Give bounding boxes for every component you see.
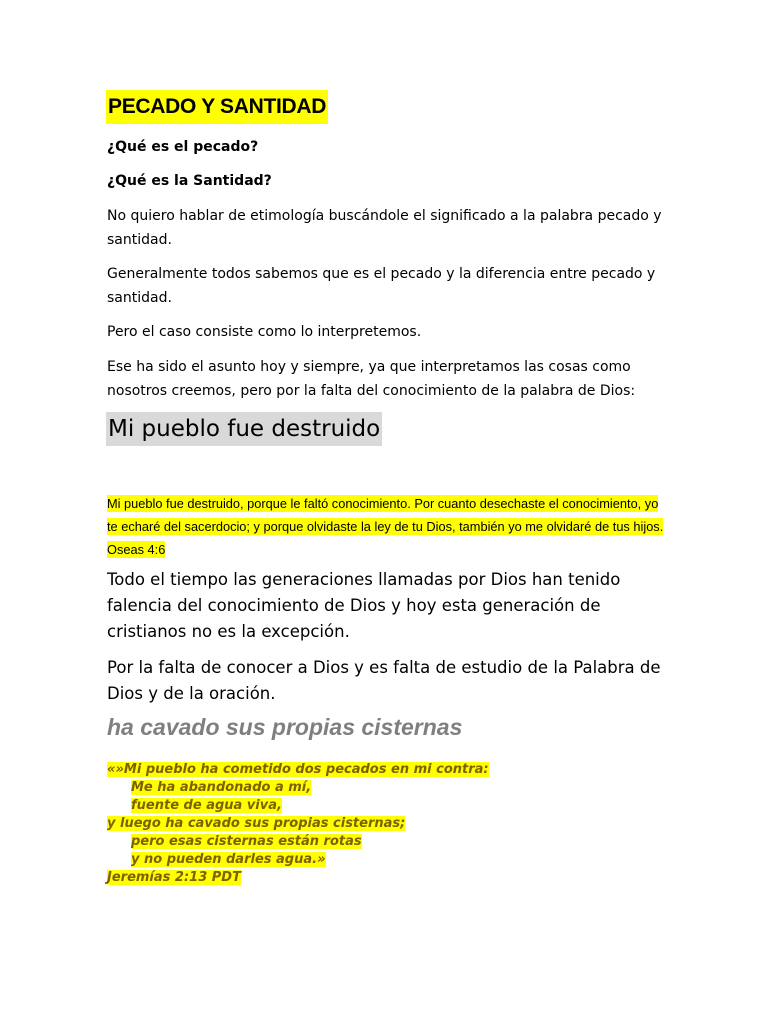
- paragraph-etymology: No quiero hablar de etimología buscándole el significado a la palabra pecado y santidad.: [107, 208, 662, 248]
- paragraph-lack-knowledge: Por la falta de conocer a Dios y es falta de estudio de la Palabra de Dios y de la oración.: [107, 658, 661, 703]
- paragraph-generations: Todo el tiempo las generaciones llamadas por Dios han tenido falencia del conocimiento de Dios y hoy esta generación de cristianos no es la excepción.: [107, 570, 621, 641]
- question-holiness: ¿Qué es la Santidad?: [107, 173, 272, 189]
- paragraph-interpret: Pero el caso consiste como lo interpretemos.: [107, 324, 422, 340]
- verse-line: fuente de agua viva,: [131, 798, 282, 813]
- paragraph-general: Generalmente todos sabemos que es el pecado y la diferencia entre pecado y santidad.: [107, 266, 656, 306]
- verse-reference: Jeremías 2:13 PDT: [107, 870, 241, 885]
- scripture-quote-text: Mi pueblo fue destruido, porque le faltó conocimiento. Por cuanto desechaste el conocimiento, yo te echaré del sacerdocio; y porque olvidaste la ley de tu Dios, también yo me olvidaré de tus hijos. Oseas 4:6: [107, 496, 664, 557]
- scripture-quote-jeremiah: [107, 761, 489, 887]
- verse-line: «»Mi pueblo ha cometido dos pecados en mi contra:: [107, 762, 489, 777]
- verse-line: y no pueden darles agua.»: [131, 852, 326, 867]
- paragraph-issue: Ese ha sido el asunto hoy y siempre, ya que interpretamos las cosas como nosotros creemos, pero por la falta del conocimiento de la palabra de Dios:: [107, 359, 636, 399]
- section-heading-destroyed: Mi pueblo fue destruido: [106, 412, 382, 446]
- scripture-quote-hosea: [107, 492, 667, 561]
- question-sin: ¿Qué es el pecado?: [107, 139, 259, 155]
- section-heading-cisterns: ha cavado sus propias cisternas: [107, 714, 463, 740]
- verse-line: Me ha abandonado a mí,: [131, 780, 312, 795]
- verse-line: pero esas cisternas están rotas: [131, 834, 362, 849]
- document-title: PECADO Y SANTIDAD: [106, 90, 328, 124]
- verse-line: y luego ha cavado sus propias cisternas;: [107, 816, 406, 831]
